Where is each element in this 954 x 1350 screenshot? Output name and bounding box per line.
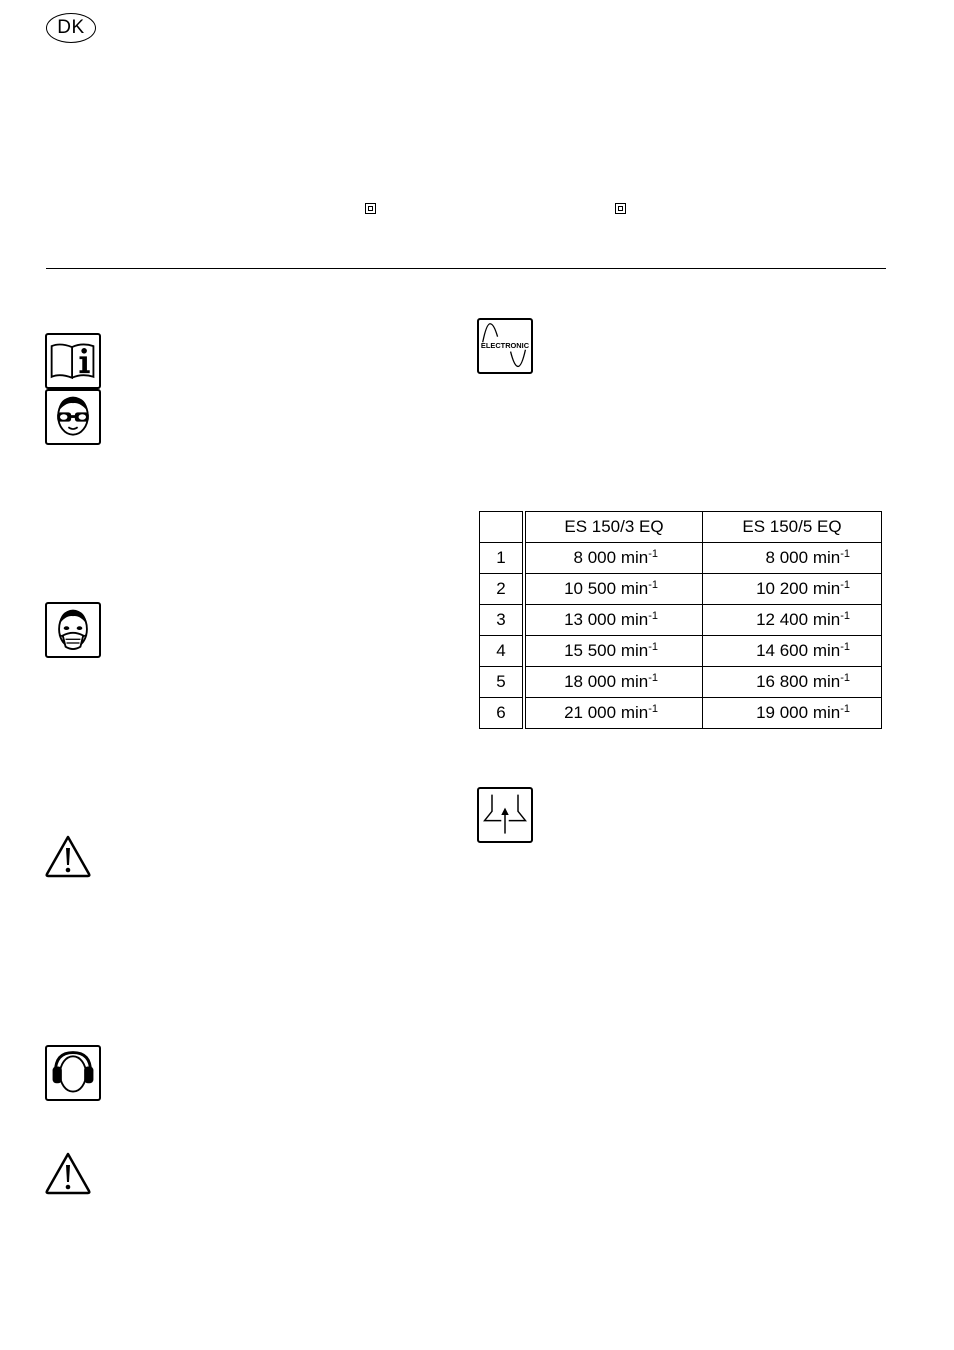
table-row (480, 543, 882, 574)
warning-triangle-icon (44, 1151, 92, 1195)
table-row (480, 667, 882, 698)
speed-value: 14 600 $\min^{-1}$ (703, 636, 882, 667)
speed-value: 19 000 $\min^{-1}$ (703, 698, 882, 729)
speed-value: 12 400 $\min^{-1}$ (703, 605, 882, 636)
dust-extraction-icon (477, 787, 533, 843)
speed-table (479, 511, 882, 729)
language-badge-label: DK (57, 17, 85, 38)
speed-step: 6 (480, 698, 525, 729)
column-header-es150-5: ES 150/5 EQ (703, 512, 882, 543)
electronic-speed-control-icon (477, 318, 533, 374)
section-divider (46, 268, 886, 269)
speed-value: 10 500 $\min^{-1}$ (524, 574, 703, 605)
double-insulation-icon (615, 203, 626, 214)
speed-step: 2 (480, 574, 525, 605)
speed-step: 5 (480, 667, 525, 698)
table-row (480, 574, 882, 605)
speed-step: 4 (480, 636, 525, 667)
double-insulation-icon (365, 203, 376, 214)
speed-value: 21 000 $\min^{-1}$ (524, 698, 703, 729)
read-manual-info-icon (45, 333, 101, 389)
speed-value: 15 500 $\min^{-1}$ (524, 636, 703, 667)
language-badge (46, 13, 96, 43)
table-header-row (480, 512, 882, 543)
table-row (480, 605, 882, 636)
speed-value: 10 200 $\min^{-1}$ (703, 574, 882, 605)
column-header-es150-3: ES 150/3 EQ (524, 512, 703, 543)
speed-value: 13 000 $\min^{-1}$ (524, 605, 703, 636)
table-row (480, 698, 882, 729)
electronic-label: ELECTRONIC (480, 340, 530, 350)
speed-value: 8 000 $\min^{-1}$ (703, 543, 882, 574)
speed-value: 8 000 $\min^{-1}$ (524, 543, 703, 574)
safety-goggles-icon (45, 389, 101, 445)
warning-triangle-icon (44, 834, 92, 878)
table-row (480, 636, 882, 667)
ear-protection-icon (45, 1045, 101, 1101)
speed-step: 1 (480, 543, 525, 574)
speed-step: 3 (480, 605, 525, 636)
table-corner-cell (480, 512, 525, 543)
speed-value: 18 000 $\min^{-1}$ (524, 667, 703, 698)
speed-value: 16 800 $\min^{-1}$ (703, 667, 882, 698)
dust-mask-icon (45, 602, 101, 658)
